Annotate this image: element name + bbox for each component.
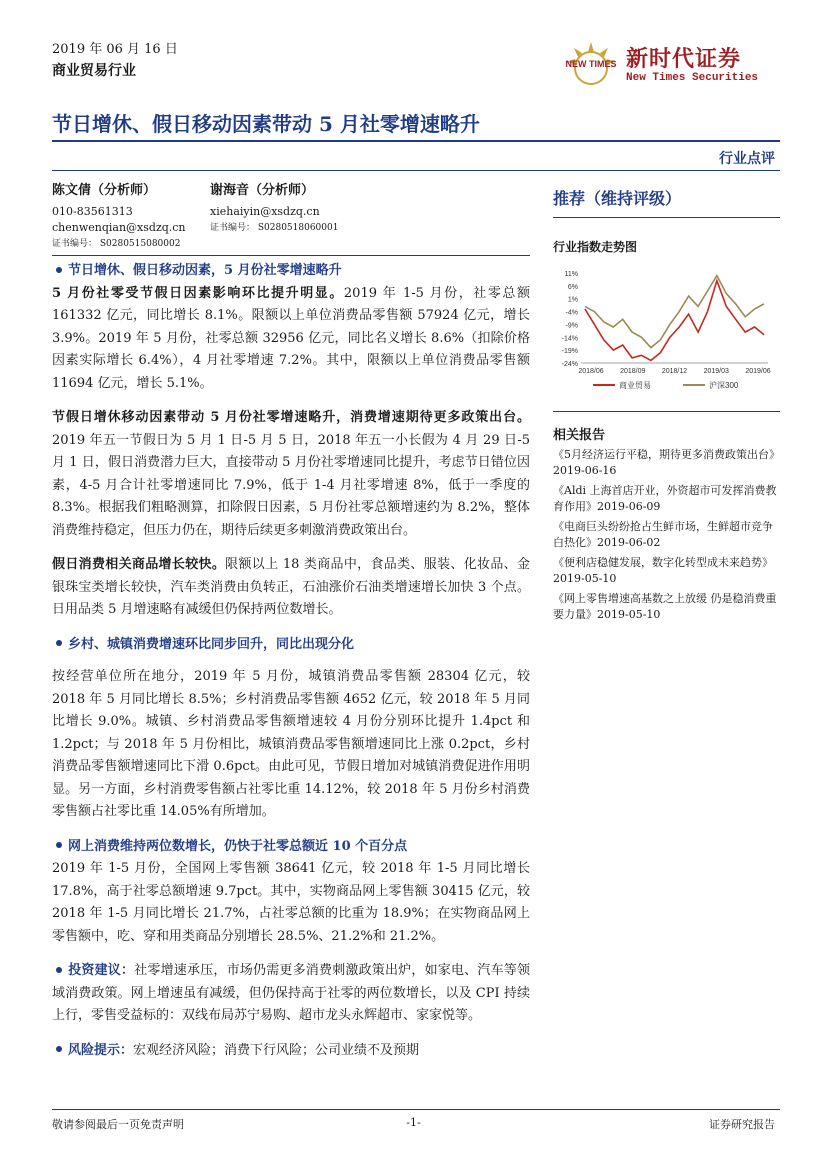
bullet-icon <box>56 1046 62 1052</box>
footer-disclaimer: 敬请参阅最后一页免责声明 <box>52 1118 184 1131</box>
chart-title: 行业指数走势图 <box>553 240 638 254</box>
paragraph: 风险提示：宏观经济风险；消费下行风险；公司业绩不及预期 <box>52 1040 530 1063</box>
y-tick-label: -24% <box>561 361 578 368</box>
y-tick-label: -19% <box>561 348 578 356</box>
section-heading: 节日增休、假日移动因素，5 月份社零增速略升 <box>52 260 530 283</box>
y-tick-label: -14% <box>561 335 578 343</box>
company-logo <box>560 38 780 94</box>
analyst-divider <box>52 255 530 256</box>
x-tick-label: 2018/09 <box>620 368 646 375</box>
report-type: 行业点评 <box>719 151 775 167</box>
paragraph: 2019 年 1-5 月份，全国网上零售额 38641 亿元，较 2018 年 1-5 月同比增长 17.8%，高于社零总额增速 9.7pct。其中，实物商品网上零售额 30415 亿元，较 2018 年 1-5 月同比增长 21.7%，占社零总额的比重为 18.9%；在实物商品网上零售额中，吃、穿和用类商品分别增长 28.5%、21.2%和 21.2%。 <box>52 861 530 944</box>
industry-name: 商业贸易行业 <box>52 63 136 79</box>
bullet-icon <box>56 267 62 273</box>
rating-divider <box>553 217 780 218</box>
logo-emblem-icon <box>560 38 622 94</box>
index-chart <box>553 267 780 397</box>
logo-en: New Times Securities <box>626 72 759 84</box>
bullet-icon <box>56 640 62 646</box>
related-report[interactable]: 《Aldi 上海首店开业，外资超市可发挥消费教育作用》2019-06-09 <box>553 484 777 513</box>
report-date: 2019 年 06 月 16 日 <box>52 42 178 57</box>
page-number: -1- <box>406 1116 421 1129</box>
paragraph: 节假日增休移动因素带动 5 月份社零增速略升，消费增速期待更多政策出台。2019 年五一节假日为 5 月 1 日-5 月 5 日，2018 年五一小长假为 4 月 29 日-5 月 1 日，假日消费潜力巨大，直接带动 5 月份社零增速同比提升，考虑节日错位因素，4-5 月合计社零增速同比 7.9%，低于 1-4 月社零增速 8%，低于一季度的 8.3%。根据我们粗略测算，扣除假日因素，5 月份社零总额增速约为 8.2%，整体消费维持稳定，但压力仍在，期待后续更多刺激消费政策出台。 <box>52 410 530 538</box>
legend-label: 沪深300 <box>709 381 739 390</box>
y-tick-label: -4% <box>565 309 578 317</box>
analyst-license: 证书编号： S0280518060001 <box>210 223 339 233</box>
section-heading: 网上消费维持两位数增长，仍快于社零总额近 10 个百分点 <box>52 836 530 859</box>
x-tick-label: 2019/06 <box>745 368 771 375</box>
analyst-name: 谢海音（分析师） <box>210 183 315 198</box>
paragraph: 按经营单位所在地分，2019 年 5 月份，城镇消费品零售额 28304 亿元，较 2018 年 5 月同比增长 8.5%；乡村消费品零售额 4652 亿元，较 2018 年 5 月同比增长 9.0%。城镇、乡村消费品零售额增速较 4 月份分别环比提升 1.4pct 和 1.2pct；与 2018 年 5 月份相比，城镇消费品零售额增速同比上涨 0.2pct，乡村消费品零售额增速同比下滑 0.6pct。由此可见，节假日增加对城镇消费促进作用明显。另一方面，乡村消费零售额占社零比重 14.12%，较 2018 年 5 月份乡村消费零售额占社零比重 14.05%有所增加。 <box>52 669 530 819</box>
analyst-license: 证书编号： S0280515080002 <box>52 239 181 249</box>
main-body <box>52 260 530 1074</box>
analyst-email[interactable]: chenwenqian@xsdzq.cn <box>52 221 186 234</box>
y-tick-label: -9% <box>565 322 578 330</box>
analyst-phone: 010-83561313 <box>52 205 133 218</box>
related-title: 相关报告 <box>553 428 606 443</box>
paragraph: 投资建议：社零增速承压，市场仍需更多消费刺激政策出炉，如家电、汽车等领域消费政策。网上增速虽有减缓，但仍保持高于社零的两位数增长，以及 CPI 持续上行，零售受益标的：双线布局苏宁易购、超市龙头永辉超市、家家悦等。 <box>52 963 530 1023</box>
x-tick-label: 2018/12 <box>661 368 688 375</box>
logo-cn: 新时代证券 <box>626 47 742 72</box>
y-tick-label: 6% <box>567 283 578 291</box>
related-report[interactable]: 《网上零售增速高基数之上放缓 仍是稳消费重要力量》2019-05-10 <box>553 592 777 621</box>
x-tick-label: 2019/03 <box>703 368 729 375</box>
rating: 推荐（维持评级） <box>553 189 682 208</box>
chart-divider <box>553 411 780 412</box>
analyst-1 <box>52 182 186 252</box>
analyst-2 <box>210 182 338 236</box>
section-heading: 乡村、城镇消费增速环比同步回升，同比出现分化 <box>52 634 530 657</box>
analyst-name: 陈文倩（分析师） <box>52 183 157 198</box>
legend-label: 商业贸易 <box>619 381 651 390</box>
page-title: 节日增休、假日移动因素带动 5 月社零增速略升 <box>52 112 480 136</box>
related-report[interactable]: 《5月经济运行平稳，期待更多消费政策出台》2019-06-16 <box>553 448 780 477</box>
logo-mark-text: NEW TIMES <box>565 59 617 69</box>
title-divider <box>52 140 780 142</box>
series-line-沪深300 <box>585 276 764 348</box>
series-line-商业贸易 <box>585 281 764 361</box>
paragraph: 5 月份社零受节假日因素影响环比提升明显。2019 年 1-5 月份，社零总额 161332 亿元，同比增长 8.1%。限额以上单位消费品零售额 57924 亿元，增长 3.9%。2019 年 5 月份，社零总额 32956 亿元，同比名义增长 8.6%（扣除价格因素实际增长 6.4%），4 月社零增速 7.2%。其中，限额以上单位消费品零售额 11694 亿元，增长 5.1%。 <box>52 285 530 391</box>
footer-report-label: 证券研究报告 <box>709 1118 775 1131</box>
bullet-icon <box>56 967 62 973</box>
footer-divider <box>52 1109 780 1110</box>
related-report[interactable]: 《电商巨头纷纷抢占生鲜市场，生鲜超市竞争白热化》2019-06-02 <box>553 520 773 549</box>
y-tick-label: 1% <box>567 296 578 304</box>
paragraph: 假日消费相关商品增长较快。限额以上 18 类商品中，食品类、服装、化妆品、金银珠宝类增长较快，汽车类消费由负转正，石油涨价石油类增速增长加快 3 个点。日用品类 5 月增速略有减缓但仍保持两位数增长。 <box>52 557 530 617</box>
x-tick-label: 2018/06 <box>578 368 604 375</box>
bullet-icon <box>56 842 62 848</box>
y-tick-label: 11% <box>564 271 578 278</box>
sidebar <box>553 186 780 623</box>
header-divider <box>52 170 780 171</box>
related-report[interactable]: 《便利店稳健发展，数字化转型成未来趋势》2019-05-10 <box>553 556 773 585</box>
analyst-email[interactable]: xiehaiyin@xsdzq.cn <box>210 205 320 218</box>
